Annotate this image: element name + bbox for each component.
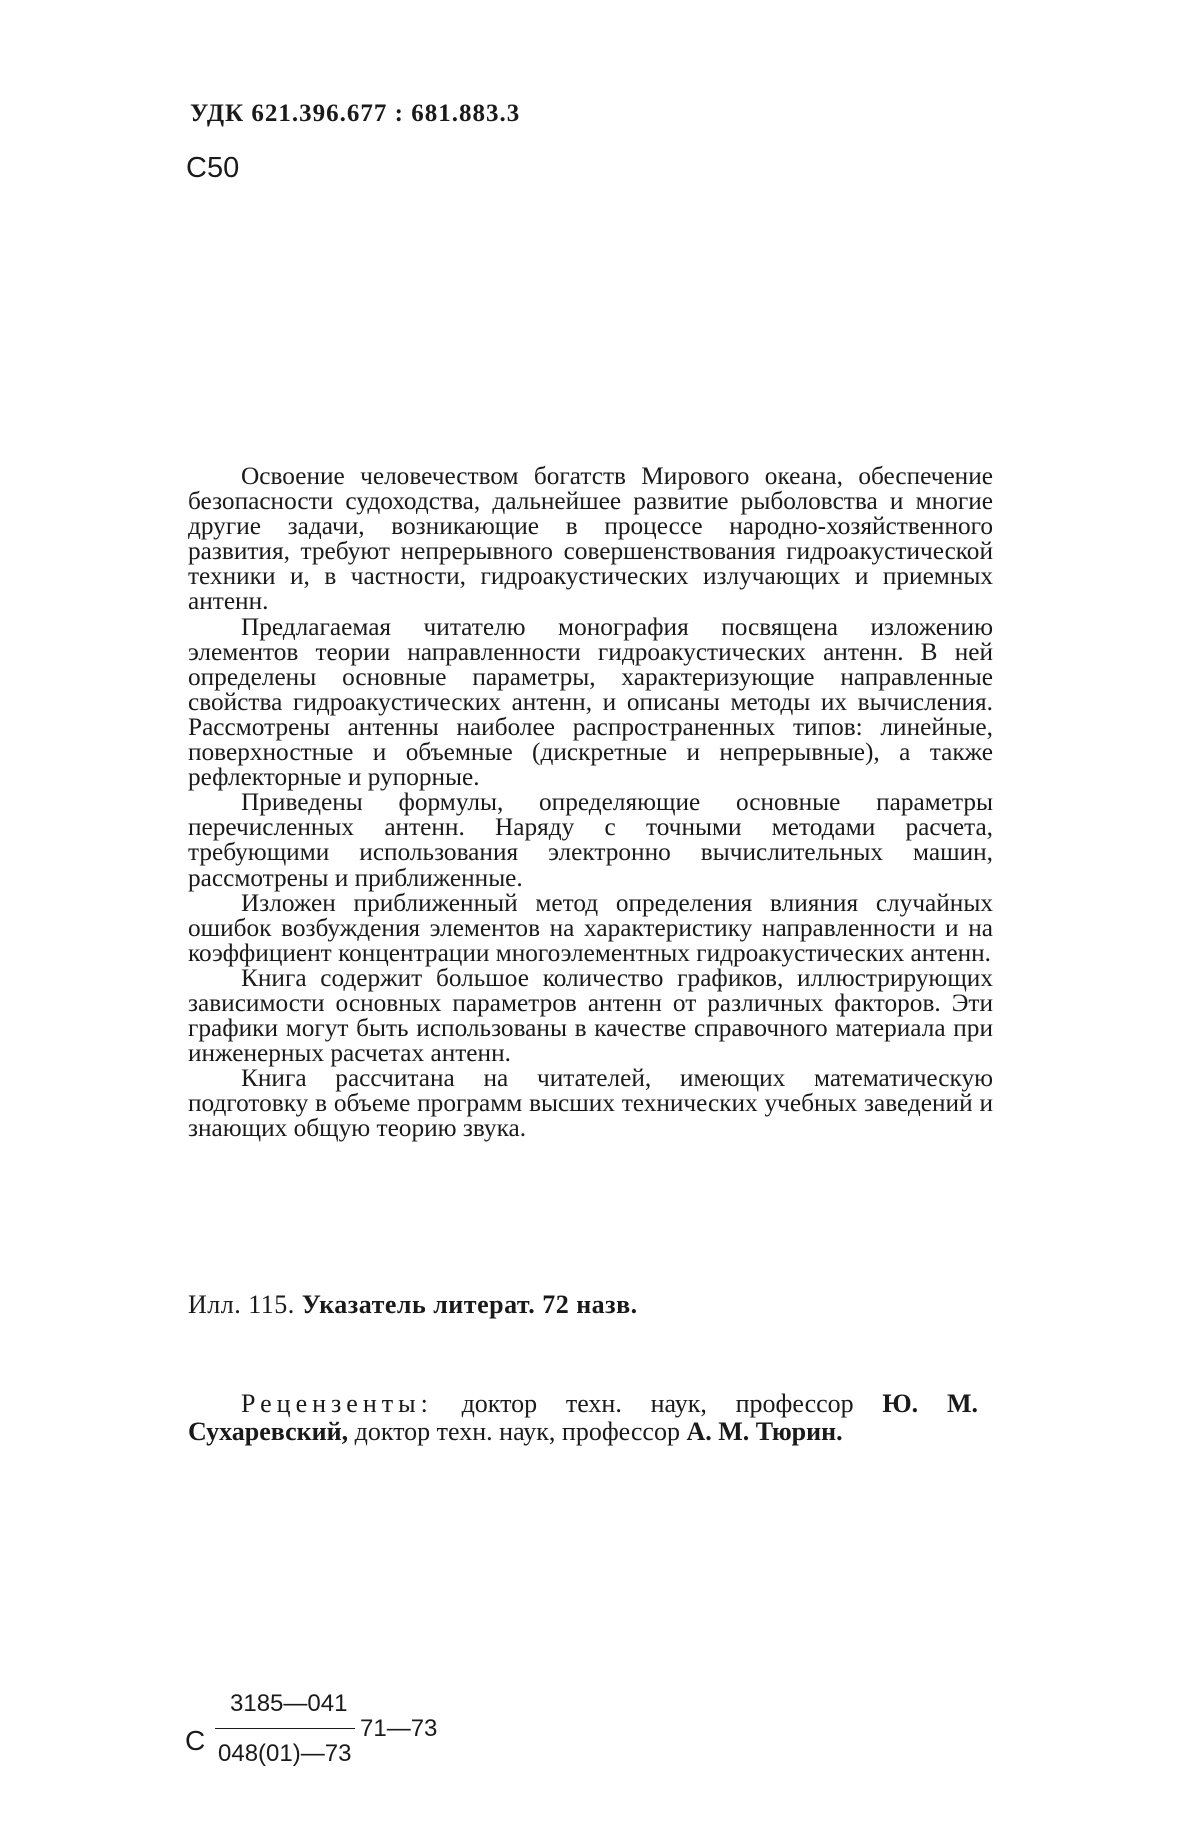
reviewers-label: Рецензенты: <box>241 1389 433 1418</box>
reviewer-1-title: доктор техн. наук, профессор <box>432 1389 883 1418</box>
reviewer-2-title: доктор техн. наук, профессор <box>348 1417 687 1446</box>
udk-code: УДК 621.396.677 : 681.883.3 <box>190 100 521 127</box>
imprint-numerator: 3185—041 <box>230 1690 348 1717</box>
imprint-denominator: 048(01)—73 <box>218 1740 352 1767</box>
annotation-paragraph-5: Книга содержит большое количество графиков, иллюстрирующих зависимости основных параметров антенн от различных факторов. Эти графики могут быть использованы в качестве справочного материала при инженерных расчетах антенн. <box>188 963 993 1068</box>
annotation-paragraph-6: Книга рассчитана на читателей, имеющих математическую подготовку в объеме программ высших технических учебных заведений и знающих общую теорию звука. <box>188 1064 993 1143</box>
imprint-code <box>185 1690 465 1800</box>
reviewers <box>188 1390 978 1446</box>
illustrations-count: Илл. 115. <box>188 1290 302 1319</box>
fraction-rule <box>215 1728 355 1729</box>
imprint-prefix: С <box>185 1725 206 1756</box>
references-count: Указатель литерат. 72 назв. <box>301 1290 638 1319</box>
imprint-suffix: 71—73 <box>360 1715 438 1742</box>
annotation-paragraph-1: Освоение человечеством богатств Мирового океана, обеспечение безопасности судоходства, дальнейшее развитие рыболовства и многие другие задачи, возникающие в процессе народно-хозяйственного развития, требуют непрерывного совершенствования гидроакустической техники и, в частности, гидроакустических излучающих и приемных антенн. <box>188 462 993 616</box>
annotation-paragraph-2: Предлагаемая читателю монография посвящена изложению элементов теории направленности гидроакустических антенн. В ней определены основные параметры, характеризующие направленные свойства гидроакустических антенн, и описаны методы их вычисления. Рассмотрены антенны наиболее распространенных типов: линейные, поверхностные и объемные (дискретные и непрерывные), а также рефлекторные и рупорные. <box>188 612 993 792</box>
annotation-paragraph-4: Изложен приближенный метод определения влияния случайных ошибок возбуждения элементов на характеристику направленности и на коэффициент концентрации многоэлементных гидроакустических антенн. <box>188 888 993 967</box>
illustrations-note <box>188 1290 638 1320</box>
reviewer-1-name: Ю. М. Сухаревский, <box>188 1389 978 1446</box>
annotation-paragraph-3: Приведены формулы, определяющие основные параметры перечисленных антенн. Наряду с точными методами расчета, требующими использования электронно вычислительных машин, рассмотрены и приближенные. <box>188 788 993 892</box>
reviewer-2-name: А. М. Тюрин. <box>686 1417 843 1446</box>
annotation <box>188 464 993 1142</box>
classification-code: С50 <box>186 152 240 184</box>
